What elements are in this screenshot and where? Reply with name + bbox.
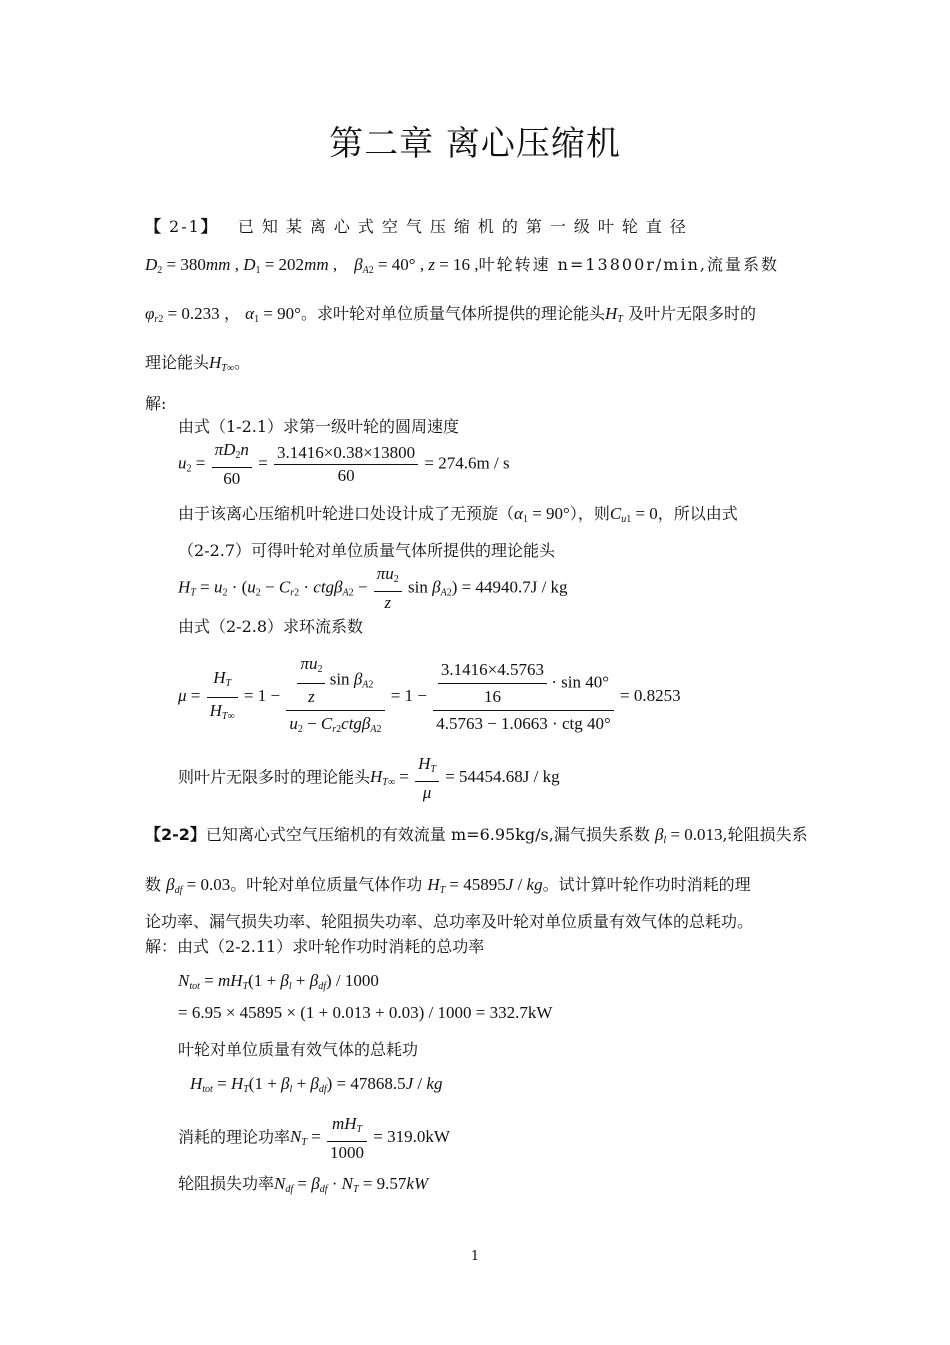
equation-Htot: $H_{tot} = H_T(1 + \beta_l + \beta_{df}) = 47868.5J$ / kg <box>190 1074 443 1095</box>
solution-step-4: 则叶片无限多时的理论能头$H_{T\infty}$ = $\frac{H_T}{\mu}$ = 54454.68J / kg <box>178 754 560 802</box>
problem-2-2-line3: 论功率、漏气损失功率、轮阻损失功率、总功率及叶轮对单位质量有效气体的总耗功。 <box>145 912 754 931</box>
chapter-title: 第二章 离心压缩机 <box>329 124 621 164</box>
solution-step-3: 由式（2-2.8）求环流系数 <box>178 617 364 636</box>
equation-Ntot-value: = 6.95 × 45895 × (1 + 0.013 + 0.03) / 1000 = 332.7kW <box>178 1003 553 1022</box>
equation-Ntot: $N_{tot} = mH_T(1 + \beta_l + \beta_{df}) / 1000$ <box>178 971 379 992</box>
equation-HT: $H_T = u_2 \cdot (u_2 - C_{r2} \cdot ctg\beta_{A2}$ − $\frac{\pi u_2}{z}$ $\sin \beta_{A2}) = 44940.7J$ / kg <box>178 564 568 612</box>
solution-step-1: 由式（1-2.1）求第一级叶轮的圆周速度 <box>178 417 460 436</box>
solution-step-2: 由于该离心压缩机叶轮进口处设计成了无预旋$(\alpha_1 = 90^\circ)$，则$C_{u1} = 0$，所以由式 <box>178 504 738 525</box>
problem-2-2-line2: 数 $\beta_{df} = 0.03$。叶轮对单位质量气体作功 $H_T = 45895J$ / kg。试计算叶轮作功时消耗的理 <box>145 875 751 896</box>
solution-2-step-2: 叶轮对单位质量有效气体的总耗功 <box>178 1040 419 1059</box>
solution-step-2b: （2-2.7）可得叶轮对单位质量气体所提供的理论能头 <box>178 541 556 560</box>
problem-2-1-line4: 理论能头$H_{T\infty}$。 <box>145 353 251 374</box>
solution-2-label: 解：由式（2-2.11）求叶轮作功时消耗的总功率 <box>145 937 485 956</box>
equation-NT: 消耗的理论功率$N_T$ = $\frac{mH_T}{1000}$ = 319.0kW <box>178 1114 450 1162</box>
problem-2-1-line3: $\varphi_{r2} = 0.233$ ， $\alpha_1 = 90^\circ$。求叶轮对单位质量气体所提供的理论能头$H_T$ 及叶片无限多时的 <box>145 304 756 325</box>
problem-2-1-line1: 【2-1】 已知某离心式空气压缩机的第一级叶轮直径 <box>145 217 694 236</box>
equation-u2: $u_2$ = $\frac{\pi D_2n}{60}$ = $\frac{3.1416\times 0.38\times 13800}{60}$ = 274.6m / s <box>178 440 510 488</box>
solution-label: 解: <box>145 394 167 413</box>
equation-mu: μ = $\frac{H_T}{H_{T\infty}}$ = 1 − $\frac{\pi u_2}{z}$ $\sin \beta_{A2}$ $u_2 - C_{r2}ctg\beta_{A2}$ = 1 − $\frac{3.1416\times 4.5763}{16}$ · sin 40° 4.5763 − 1.0663 · ctg 40° = 0.8253 <box>178 654 681 735</box>
problem-2-2-line1: 【2-2】已知离心式空气压缩机的有效流量 m=6.95kg/s,漏气损失系数 $\beta_l = 0.013$,轮阻损失系 <box>145 825 808 846</box>
problem-2-1-line2: $D_2 = 380mm$ , $D_1 = 202mm$ , $\beta_{A2} = 40^\circ$ , z = 16 ,叶轮转速 n=13800r/min,流量系数 <box>145 255 779 276</box>
page-number: 1 <box>470 1249 480 1264</box>
equation-Ndf: 轮阻损失功率$N_{df} = \beta_{df} \cdot N_T = 9.57kW$ <box>178 1174 429 1195</box>
